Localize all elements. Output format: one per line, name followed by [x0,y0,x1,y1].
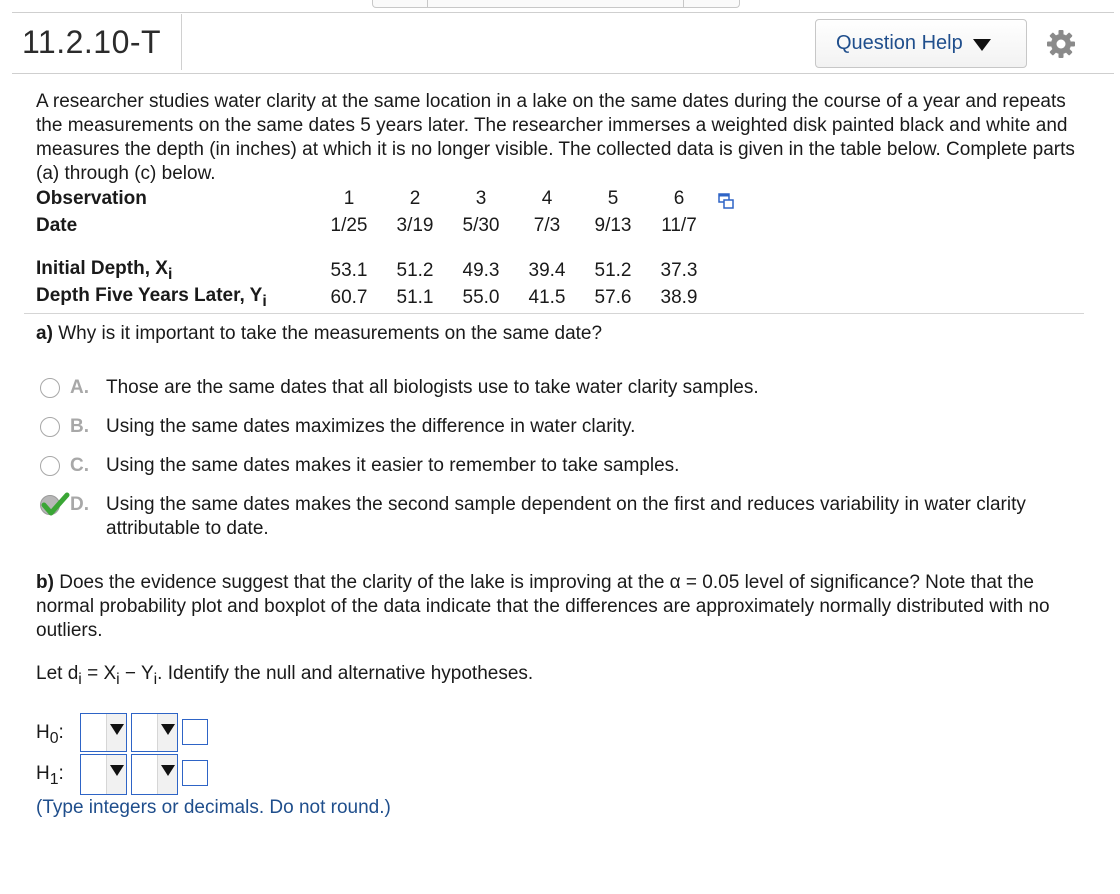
table-cell: 7/3 [533,214,561,236]
h0-label: $H_0$: [36,722,64,747]
h0-operator-dropdown[interactable] [131,713,178,752]
table-cell: 49.3 [462,259,500,281]
h0-parameter-dropdown[interactable] [80,713,127,752]
table-row [36,212,712,239]
table-cell: 51.2 [594,259,632,281]
option-letter: A. [70,377,89,398]
radio-c[interactable] [40,456,60,476]
part-b-label: b) [36,572,54,593]
option-text: Using the same dates maximizes the difference in water clarity. [106,416,636,437]
row-label: Date [36,214,78,236]
table-cell: 60.7 [330,286,368,308]
table-cell: 39.4 [528,259,566,281]
row-label: Observation [36,187,147,209]
option-b[interactable] [40,416,1066,439]
table-row [36,185,712,212]
table-cell: 5 [607,187,619,209]
h1-operator-dropdown[interactable] [131,754,178,795]
let-statement: Let $d_i = X_i - Y_i$. Identify the null and alternative hypotheses. [36,663,534,688]
question-help-label: Question Help [836,32,963,54]
table-cell: 3 [475,187,487,209]
part-a-question [36,323,602,345]
option-letter: C. [70,455,89,476]
option-letter: B. [70,416,89,437]
radio-a[interactable] [40,378,60,398]
table-cell: 1 [343,187,355,209]
checkmark-icon [36,491,74,521]
part-b-text: Does the evidence suggest that the clarity of the lake is improving at the α = 0.05 level of significance? Note that the normal probability plot and boxplot of the data indicate that the differences are approximately normally distributed with no outliers. [36,572,1050,641]
h1-label: $H_1$: [36,763,64,788]
part-a-label: a) [36,323,53,344]
input-hint: (Type integers or decimals. Do not round.) [36,797,391,818]
option-c[interactable] [40,455,1066,478]
table-cell: 3/19 [396,214,434,236]
caret-down-icon [973,39,991,51]
table-cell: 38.9 [660,286,698,308]
copy-table-icon[interactable] [718,193,734,209]
header-divider [12,12,1114,13]
table-row [36,257,712,284]
table-cell: 1/25 [330,214,368,236]
option-d[interactable] [40,494,1066,541]
table-cell: 4 [541,187,553,209]
table-cell: 5/30 [462,214,500,236]
option-a[interactable] [40,377,1066,400]
question-help-button[interactable] [815,19,1027,68]
gear-icon[interactable] [1046,29,1076,59]
problem-intro: A researcher studies water clarity at the same location in a lake on the same dates during the course of a year and repeats the measurements on the same dates 5 years later. The researcher immerses a weighted disk painted black and white and measures the depth (in inches) at which it is no longer visible. The collected data is given in the table below. Complete parts (a) through (c) below. [36,91,1075,184]
h1-parameter-dropdown[interactable] [80,754,127,795]
table-cell: 9/13 [594,214,632,236]
question-id: 11.2.10-T [22,24,162,60]
table-cell: 11/7 [661,214,697,236]
part-a-text: Why is it important to take the measurements on the same date? [58,323,603,344]
header-separator [181,14,182,70]
table-cell: 41.5 [528,286,566,308]
table-cell: 51.1 [396,286,434,308]
option-text: Using the same dates makes the second sample dependent on the first and reduces variability in water clarity attributable to date. [106,494,1026,539]
part-b-question [36,571,1066,643]
table-spacer [36,239,712,257]
table-cell: 2 [409,187,421,209]
table-cell: 37.3 [660,259,698,281]
top-tab-strip [372,0,740,8]
table-cell: 57.6 [594,286,632,308]
row-label: Initial Depth, $X_i$ [36,257,173,283]
h1-value-input[interactable] [182,760,208,786]
table-cell: 53.1 [330,259,368,281]
table-cell: 6 [673,187,685,209]
header-bottom-divider [12,73,1114,74]
row-label: Depth Five Years Later, $Y_i$ [36,284,267,310]
radio-b[interactable] [40,417,60,437]
option-text: Those are the same dates that all biologists use to take water clarity samples. [106,377,759,398]
table-cell: 55.0 [462,286,500,308]
option-letter: D. [70,494,89,515]
section-divider [24,313,1084,314]
h0-value-input[interactable] [182,719,208,745]
table-cell: 51.2 [396,259,434,281]
table-row [36,284,712,311]
data-table [36,185,712,311]
option-text: Using the same dates makes it easier to remember to take samples. [106,455,680,476]
